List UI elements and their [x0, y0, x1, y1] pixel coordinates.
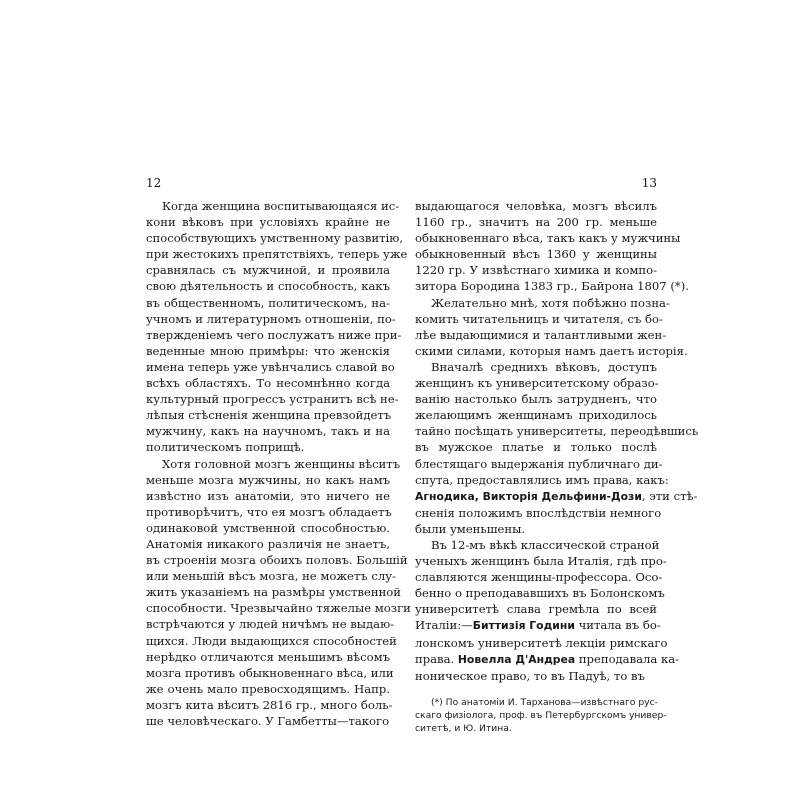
- text-line: Въ 12-мъ вѣкѣ классической страной: [431, 537, 660, 552]
- footnote-line: ситетѣ, и Ю. Итина.: [415, 722, 512, 734]
- right-page: [415, 176, 699, 735]
- text-line: при жестокихъ препятствіяхъ, теперь уже: [146, 247, 408, 262]
- text-line: Вначалѣ среднихъ вѣковъ, доступъ: [431, 359, 657, 374]
- text-line: зитора Бородина 1383 гр., Байрона 1807 (*).: [415, 279, 689, 294]
- paragraph: [415, 295, 688, 359]
- text-line: славляются женщины-профессора. Осо-: [415, 570, 663, 585]
- text-line: противорѣчитъ, что ея мозгъ обладаетъ: [146, 504, 392, 519]
- text-line: свою дѣятельность и способность, какъ: [146, 279, 390, 294]
- text-line: комить читательницъ и читателя, съ бо-: [415, 311, 663, 326]
- bold-name: Агнодика, Викторія Дельфини-Дози: [415, 489, 642, 503]
- footnote: [415, 696, 667, 735]
- text-line: Агнодика, Викторія Дельфини-Дози, эти стѣ-: [415, 488, 698, 503]
- text-line: ванію настолько былъ затрудненъ, что: [415, 392, 657, 407]
- text-line: способствующихъ умственному развитію,: [146, 231, 404, 246]
- text-line: сненія положимъ впослѣдствіи немного: [415, 505, 662, 520]
- footnote-line: (*) По анатоміи И. Тарханова—извѣстнаго рус-: [431, 696, 658, 708]
- bold-name: Биттизія Години: [472, 619, 575, 633]
- text-line: всѣхъ областяхъ. То несомнѣнно когда: [146, 376, 390, 391]
- text-line: способности. Чрезвычайно тяжелые мозги: [146, 601, 411, 616]
- text-line: веденные мною примѣры: что женскія: [146, 343, 390, 358]
- text-line: были уменьшены.: [415, 521, 526, 536]
- text-line: ше человѣческаго. У Гамбетты—такого: [146, 714, 390, 728]
- text-line: желающимъ женщинамъ приходилось: [415, 408, 657, 423]
- text-line: въ мужское платье и только послѣ: [415, 440, 657, 455]
- paragraph: [146, 456, 411, 730]
- text-line: одинаковой умственной способностью.: [146, 520, 390, 535]
- paragraph: [415, 537, 680, 684]
- text-line: 1160 гр., значитъ на 200 гр. меньше: [415, 215, 657, 230]
- paragraph: [146, 198, 408, 456]
- bold-name: Новелла Д'Андреа: [457, 652, 576, 666]
- text-line: скими силами, которыя намъ даетъ исторія.: [415, 343, 688, 358]
- text-line: права. Новелла Д'Андреа преподавала ка-: [415, 651, 680, 666]
- text-line: встрѣчаются у людей ничѣмъ не выдаю-: [146, 617, 395, 632]
- text-line: тайно посѣщать университеты, переодѣвшись: [415, 424, 699, 439]
- text-line: имена теперь уже увѣнчались славой во: [146, 359, 395, 374]
- text-line: мозгъ кита вѣситъ 2816 гр., много боль-: [146, 697, 393, 712]
- text-line: кони вѣковъ при условіяхъ крайне не: [146, 215, 390, 230]
- text-line: университетѣ слава гремѣла по всей: [415, 602, 657, 617]
- text-line: нерѣдко отличаются меньшимъ вѣсомъ: [146, 649, 390, 664]
- text-line: культурный прогрессъ устранитъ всѣ не-: [146, 392, 399, 407]
- left-page: [146, 176, 411, 729]
- text-line: мозга противъ обыкновеннаго вѣса, или: [146, 665, 394, 680]
- text-line: Анатомія никакого различія не знаетъ,: [146, 536, 390, 551]
- text-line: политическомъ поприщѣ.: [146, 440, 305, 455]
- text-line: извѣстно изъ анатоміи, это ничего не: [146, 488, 390, 503]
- text-line: учномъ и литературномъ отношеніи, по-: [146, 311, 396, 326]
- text-line: сравнялась съ мужчиной, и проявила: [146, 263, 390, 278]
- text-line: же очень мало превосходящимъ. Напр.: [146, 681, 390, 696]
- text-line: лѣпыя стѣсненія женщина превзойдетъ: [146, 408, 392, 423]
- text-line: выдающагося человѣка, мозгъ вѣсилъ: [415, 199, 657, 213]
- text-line: спута, предоставлялись имъ права, какъ:: [415, 472, 669, 487]
- text-line: Когда женщина воспитывающаяся ис-: [162, 199, 400, 213]
- text-line: 1220 гр. У извѣстнаго химика и компо-: [415, 263, 657, 278]
- text-line: меньше мозга мужчины, но какъ намъ: [146, 472, 390, 487]
- text-line: щихся. Люди выдающихся способностей: [146, 633, 397, 648]
- footnote-line: скаго физіолога, проф. въ Петербургскомъ универ-: [415, 709, 667, 721]
- text-line: лонскомъ университетѣ лекціи римскаго: [415, 635, 668, 650]
- text-line: женщинъ къ университетскому образо-: [415, 376, 659, 391]
- text-line: ученыхъ женщинъ была Италія, гдѣ про-: [415, 554, 667, 569]
- text-line: обыкновеннаго вѣса, такъ какъ у мужчины: [415, 231, 681, 246]
- text-line: лѣе выдающимися и талантливыми жен-: [415, 327, 667, 342]
- text-line: или меньшій вѣсъ мозга, не можетъ слу-: [146, 569, 396, 584]
- paragraph: [415, 198, 689, 295]
- text-line: Хотя головной мозгъ женщины вѣситъ: [162, 456, 401, 471]
- text-line: твержденіемъ чего послужатъ ниже при-: [146, 327, 402, 342]
- page-number-left: 12: [146, 176, 162, 190]
- right-page-body: [415, 198, 699, 684]
- text-line: жить указаніемъ на размѣры умственной: [146, 585, 402, 600]
- text-line: обыкновенный вѣсъ 1360 у женщины: [415, 247, 657, 262]
- paragraph: [415, 359, 699, 537]
- text-line: блестящаго выдержанія публичнаго ди-: [415, 456, 663, 471]
- page-number-right: 13: [641, 176, 657, 190]
- text-line: Италіи:—Биттизія Години читала въ бо-: [415, 618, 661, 633]
- text-line: Желательно мнѣ, хотя побѣжно позна-: [431, 295, 670, 310]
- text-line: ноническое право, то въ Падуѣ, то въ: [415, 668, 645, 683]
- text-line: въ строеніи мозга обоихъ половъ. Большій: [146, 553, 408, 568]
- text-line: бенно о преподававшихъ въ Болонскомъ: [415, 586, 665, 601]
- text-line: мужчину, какъ на научномъ, такъ и на: [146, 424, 390, 439]
- text-line: въ общественномъ, политическомъ, на-: [146, 295, 390, 310]
- left-page-body: [146, 198, 411, 729]
